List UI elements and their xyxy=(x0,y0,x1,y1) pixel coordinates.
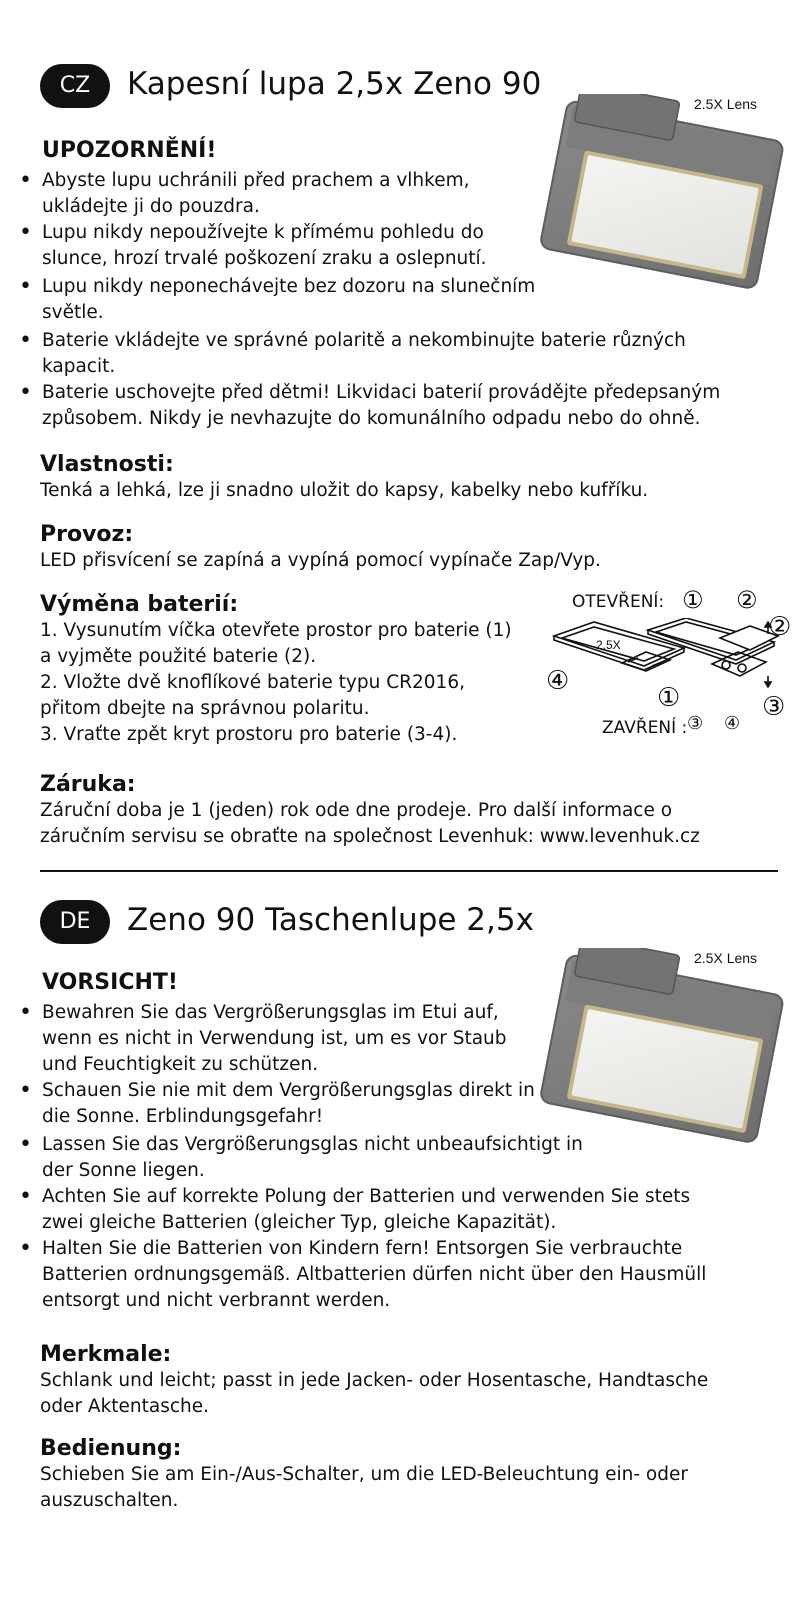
de-warning-heading: VORSICHT! xyxy=(42,970,178,995)
cz-features-text: Tenká a lehká, lze ji snadno uložit do kapsy, kabelky nebo kufříku. xyxy=(40,480,649,501)
cz-warning-list xyxy=(19,168,720,432)
de-warning-list xyxy=(19,1000,706,1314)
de-features-text: Schlank und leicht; passt in jede Jacken- oder Hosentasche, Handtasche oder Aktentasche. xyxy=(40,1370,709,1417)
cz-warranty-text: Záruční doba je 1 (jeden) rok ode dne prodeje. Pro další informace o záručním servisu se obraťte na společnost Levenhuk: www.levenhuk.cz xyxy=(40,800,700,847)
cz-open-step-2: ② xyxy=(736,586,758,614)
de-title: Zeno 90 Taschenlupe 2,5x xyxy=(127,902,534,938)
cz-warning-item: • Baterie vkládejte ve správné polaritě a nekombinujte baterie různých kapacit. xyxy=(19,328,720,380)
cz-warranty-heading: Záruka: xyxy=(40,772,136,797)
de-warning-item: • Schauen Sie nie mit dem Vergrößerungsglas direkt in die Sonne. Erblindungsgefahr! xyxy=(19,1078,706,1130)
cz-close-step-4: ④ xyxy=(724,713,741,734)
de-language-badge: DE xyxy=(40,900,110,944)
cz-close-label: ZAVŘENÍ : xyxy=(602,718,688,738)
de-warning-item: • Lassen Sie das Vergrößerungsglas nicht unbeaufsichtigt in der Sonne liegen. xyxy=(19,1132,706,1184)
de-warning-item: • Halten Sie die Batterien von Kindern fern! Entsorgen Sie verbrauchte Batterien ordnungsgemäß. Altbatterien dürfen nicht über den Hausmüll entsorgt und nicht verbrannt werden. xyxy=(19,1236,706,1314)
cz-close-step-3: ③ xyxy=(687,713,704,734)
section-divider xyxy=(40,870,778,872)
cz-battery-heading: Výměna baterií: xyxy=(40,592,239,617)
cz-warning-item: • Lupu nikdy neponechávejte bez dozoru na slunečním světle. xyxy=(19,274,720,326)
cz-open-label: OTEVŘENÍ: xyxy=(572,592,665,612)
cz-battery-text: 1. Vysunutím víčka otevřete prostor pro baterie (1) a vyjměte použité baterie (2). 2. Vložte dvě knoflíkové baterie typu CR2016, přitom dbejte na správnou polaritu. 3. Vraťte zpět kryt prostoru pro baterie (3-4). xyxy=(40,620,512,745)
cz-warning-item: • Abyste lupu uchránili před prachem a vlhkem, ukládejte ji do pouzdra. xyxy=(19,168,720,220)
cz-language-badge: CZ xyxy=(40,64,110,108)
cz-left-step-4: ④ xyxy=(546,666,570,696)
cz-title: Kapesní lupa 2,5x Zeno 90 xyxy=(127,66,542,102)
de-operation-heading: Bedienung: xyxy=(40,1436,182,1461)
cz-features-heading: Vlastnosti: xyxy=(40,452,174,477)
de-features-heading: Merkmale: xyxy=(40,1342,172,1367)
cz-right-step-3: ③ xyxy=(762,692,786,722)
de-warning-item: • Achten Sie auf korrekte Polung der Batterien und verwenden Sie stets zwei gleiche Batterien (gleicher Typ, gleiche Kapazität). xyxy=(19,1184,706,1236)
cz-operation-heading: Provoz: xyxy=(40,522,134,547)
cz-device-label: 2.5X xyxy=(596,638,621,652)
cz-operation-text: LED přisvícení se zapíná a vypíná pomocí vypínače Zap/Vyp. xyxy=(40,550,601,571)
cz-warning-item: • Baterie uschovejte před dětmi! Likvidaci baterií provádějte předepsaným způsobem. Nikdy je nevhazujte do komunálního odpadu nebo do ohně. xyxy=(19,380,720,432)
cz-bottom-step-1: ① xyxy=(657,683,681,713)
cz-warning-heading: UPOZORNĚNÍ! xyxy=(42,138,217,163)
cz-right-step-2: ② xyxy=(768,612,792,642)
cz-lens-caption: 2.5X Lens xyxy=(694,96,758,112)
cz-open-step-1: ① xyxy=(682,586,704,614)
de-warning-item: • Bewahren Sie das Vergrößerungsglas im Etui auf, wenn es nicht in Verwendung ist, um es vor Staub und Feuchtigkeit zu schützen. xyxy=(19,1000,706,1078)
de-lens-caption: 2.5X Lens xyxy=(694,950,758,966)
cz-warning-item: • Lupu nikdy nepoužívejte k přímému pohledu do slunce, hrozí trvalé poškození zraku a oslepnutí. xyxy=(19,220,720,272)
de-operation-text: Schieben Sie am Ein-/Aus-Schalter, um die LED-Beleuchtung ein- oder auszuschalten. xyxy=(40,1464,688,1511)
